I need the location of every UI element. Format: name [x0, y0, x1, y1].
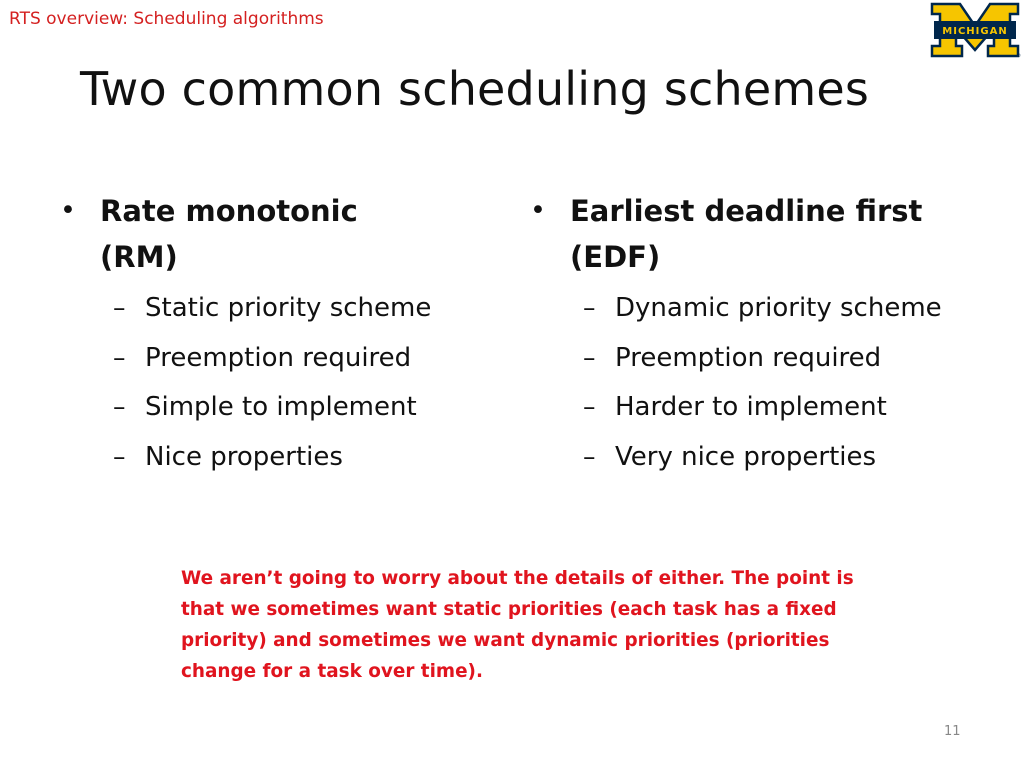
dash-icon: –	[583, 342, 596, 372]
list-item-text: Nice properties	[145, 441, 343, 472]
list-item-text: Dynamic priority scheme	[615, 293, 942, 323]
column-rm	[60, 188, 500, 484]
michigan-logo	[930, 2, 1020, 58]
list-item	[113, 385, 500, 435]
bullet-heading: Earliest deadline first (EDF)	[570, 194, 923, 274]
section-label: RTS overview: Scheduling algorithms	[9, 9, 324, 29]
bullet-heading: Rate monotonic (RM)	[100, 194, 358, 274]
list-item-text: Preemption required	[615, 342, 882, 373]
column-edf	[530, 188, 970, 484]
sub-list	[530, 286, 970, 484]
callout-note: We aren’t going to worry about the details of either. The point is that we sometimes want static priorities (each task has a fixed priority) and sometimes we want dynamic priorities (priorities change for a task over time).	[181, 568, 854, 682]
dash-icon: –	[113, 342, 126, 372]
list-item	[113, 435, 500, 485]
bullet-icon: •	[60, 195, 76, 226]
sub-list	[60, 286, 500, 484]
dash-icon: –	[583, 392, 596, 421]
list-item-text: Harder to implement	[615, 392, 887, 422]
list-item	[583, 286, 970, 336]
list-item-text: Very nice properties	[615, 441, 877, 472]
dash-icon: –	[113, 441, 126, 471]
logo-text: MICHIGAN	[942, 26, 1008, 37]
svg-text:®: ®	[1017, 53, 1021, 58]
bullet-heading-row	[60, 188, 500, 280]
list-item	[583, 385, 970, 435]
list-item-text: Preemption required	[145, 342, 412, 373]
list-item-text: Static priority scheme	[145, 293, 432, 323]
list-item	[583, 336, 970, 386]
dash-icon: –	[113, 293, 126, 322]
dash-icon: –	[583, 441, 596, 471]
list-item-text: Simple to implement	[145, 392, 417, 422]
page-number: 11	[944, 724, 961, 739]
list-item	[113, 286, 500, 336]
bullet-heading-row	[530, 188, 970, 280]
bullet-icon: •	[530, 195, 546, 226]
list-item	[583, 435, 970, 485]
list-item	[113, 336, 500, 386]
slide-title: Two common scheduling schemes	[80, 62, 870, 116]
dash-icon: –	[113, 392, 126, 421]
dash-icon: –	[583, 293, 596, 322]
